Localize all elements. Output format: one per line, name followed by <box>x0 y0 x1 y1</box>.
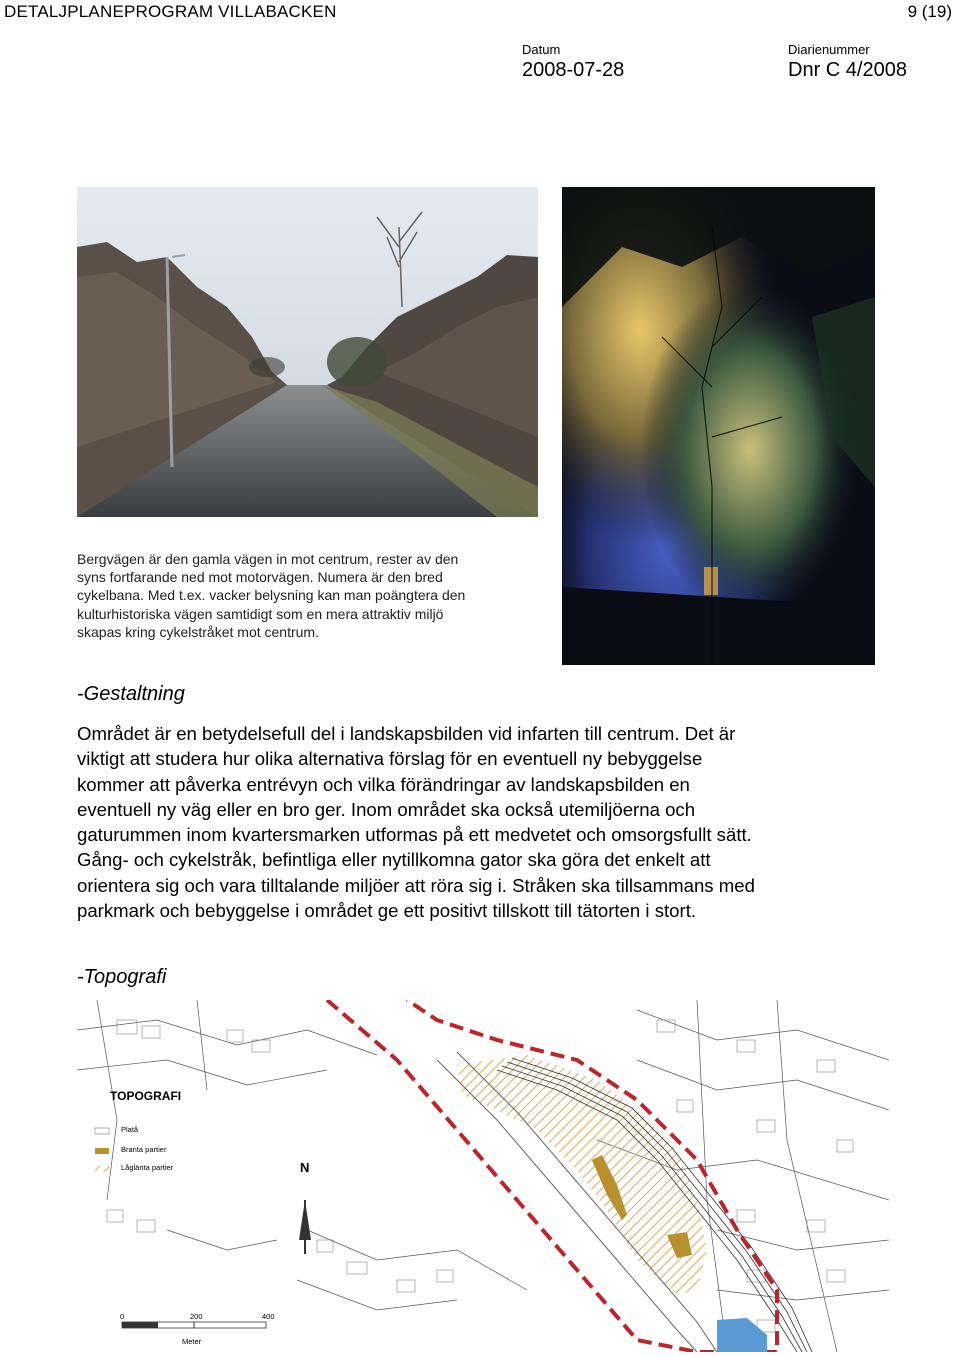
gestaltning-heading: -Gestaltning <box>77 683 185 705</box>
caption-line: cykelbana. Med t.ex. vacker belysning kan man poängtera den <box>77 587 466 604</box>
registration-value: Dnr C 4/2008 <box>788 59 907 81</box>
scale-400: 400 <box>262 1312 275 1321</box>
body-line: parkmark och bebyggelse i området ge ett positivt tillskott till tätorten i stort. <box>77 900 697 922</box>
gestaltning-body <box>77 721 937 923</box>
scale-0: 0 <box>120 1312 125 1321</box>
caption-line: kulturhistoriska vägen samtidigt som en mera attraktiv miljö <box>77 605 444 622</box>
photo-caption <box>77 550 547 641</box>
scale-unit: Meter <box>182 1337 202 1346</box>
date-value: 2008-07-28 <box>522 59 625 81</box>
topografi-heading: -Topografi <box>77 966 167 988</box>
road-photo <box>77 187 538 517</box>
body-line: eventuell ny väg eller en bro ger. Inom området ska också utemiljöerna och <box>77 798 696 820</box>
document-title: DETALJPLANEPROGRAM VILLABACKEN <box>4 2 337 21</box>
body-line: kommer att påverka entrévyn och vilka förändringar av landskapsbilden en <box>77 773 690 795</box>
caption-line: syns fortfarande ned mot motorvägen. Numera är den bred <box>77 569 443 586</box>
map-title: TOPOGRAFI <box>110 1089 182 1103</box>
body-line: viktigt att studera hur olika alternativa förslag för en eventuell ny bebyggelse <box>77 748 703 770</box>
date-label: Datum <box>522 42 561 57</box>
body-line: gaturummen inom kvartersmarken utformas på ett medvetet och omsorgsfullt sätt. <box>77 824 752 846</box>
topography-map <box>77 1000 889 1352</box>
north-label: N <box>300 1160 310 1175</box>
caption-line: skapas kring cykelstråket mot centrum. <box>77 623 319 640</box>
illuminated-cliff-photo <box>562 187 875 665</box>
page-number: 9 (19) <box>907 2 952 21</box>
topography-map-drawing <box>77 1000 889 1352</box>
body-line: Området är en betydelsefull del i landskapsbilden vid infarten till centrum. Det är <box>77 723 736 744</box>
legend-lowland: Låglänta partier <box>121 1163 174 1172</box>
registration-label: Diarienummer <box>788 42 870 57</box>
body-line: orientera sig och vara tilltalande miljöer att röra sig i. Stråken ska tillsammans med <box>77 874 755 896</box>
legend-plateau: Platå <box>121 1125 139 1134</box>
scale-200: 200 <box>190 1312 203 1321</box>
body-line: Gång- och cykelstråk, befintliga eller nytillkomna gator ska göra det enkelt att <box>77 849 711 871</box>
legend-steep: Branta partier <box>121 1145 167 1154</box>
caption-line: Bergvägen är den gamla vägen in mot centrum, rester av den <box>77 551 459 567</box>
